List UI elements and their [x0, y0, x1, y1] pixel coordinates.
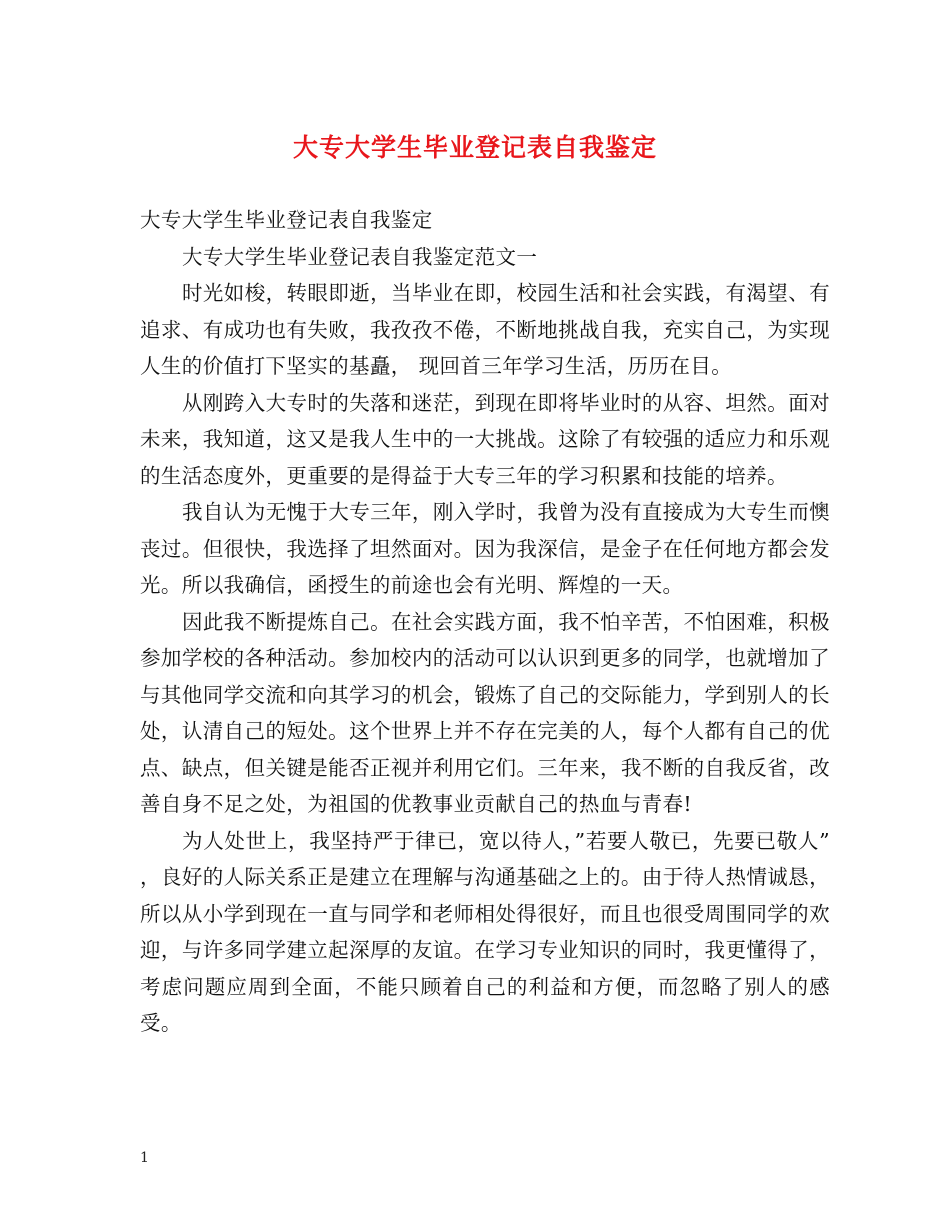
- body-paragraph: 从刚跨入大专时的失落和迷茫，到现在即将毕业时的从容、坦然。面对未来，我知道，这又是我人生中的一大挑战。这除了有较强的适应力和乐观的生活态度外，更重要的是得益于大专三年的学习积累和技能的培养。: [140, 390, 830, 488]
- document-body: [140, 202, 830, 1042]
- body-paragraph: 因此我不断提炼自己。在社会实践方面，我不怕辛苦，不怕困难，积极参加学校的各种活动。参加校内的活动可以认识到更多的同学，也就增加了与其他同学交流和向其学习的机会，锻炼了自己的交际能力，学到别人的长处，认清自己的短处。这个世界上并不存在完美的人，每个人都有自己的优点、缺点，但关键是能否正视并利用它们。三年来，我不断的自我反省，改善自身不足之处，为祖国的优教事业贡献自己的热血与青春!: [140, 609, 830, 816]
- document-title: 大专大学生毕业登记表自我鉴定: [292, 133, 657, 162]
- page-number: 1: [140, 1150, 149, 1166]
- body-paragraph: 时光如梭，转眼即逝，当毕业在即，校园生活和社会实践，有渴望、有追求、有成功也有失败，我孜孜不倦，不断地挑战自我，充实自己，为实现人生的价值打下坚实的基矗， 现回首三年学习生活，历历在目。: [140, 281, 830, 378]
- body-paragraph: 大专大学生毕业登记表自我鉴定范文一: [182, 244, 538, 269]
- body-paragraph: 大专大学生毕业登记表自我鉴定: [140, 208, 433, 232]
- body-paragraph: 为人处世上，我坚持严于律已，宽以待人，”若要人敬已，先要已敬人” ，良好的人际关系正是建立在理解与沟通基础之上的。由于待人热情诚恳，所以从小学到现在一直与同学和老师相处得很好，而且也很受周围同学的欢迎，与许多同学建立起深厚的友谊。在学习专业知识的同时，我更懂得了，考虑问题应周到全面，不能只顾着自己的利益和方便，而忽略了别人的感受。: [140, 828, 830, 1035]
- body-paragraph: 我自认为无愧于大专三年，刚入学时，我曾为没有直接成为大专生而懊丧过。但很快，我选择了坦然面对。因为我深信，是金子在任何地方都会发光。所以我确信，函授生的前途也会有光明、辉煌的一天。: [140, 500, 830, 597]
